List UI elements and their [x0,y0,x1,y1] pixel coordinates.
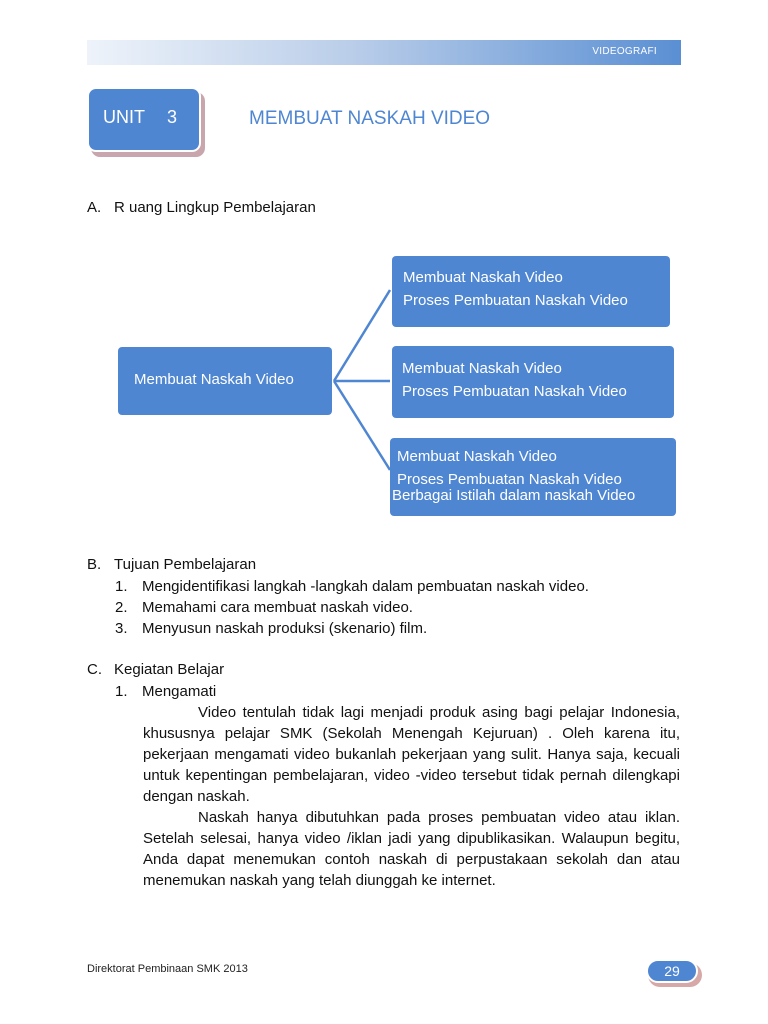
diagram-branch-line: Berbagai Istilah dalam naskah Video [392,487,636,504]
list-item-text: Mengidentifikasi langkah -langkah dalam pembuatan naskah video. [142,578,589,595]
unit-number: 3 [167,107,178,127]
diagram-root-box [118,347,332,415]
section-a-title: R uang Lingkup Pembelajaran [114,199,316,216]
list-item-text: Memahami cara membuat naskah video. [142,599,413,616]
subsection-number: 1. [115,683,128,700]
diagram-branch-line: Proses Pembuatan Naskah Video [402,383,627,400]
diagram-branch-line: Membuat Naskah Video [397,448,557,465]
page-number: 29 [646,959,698,983]
list-item-text: Menyusun naskah produksi (skenario) film. [142,620,428,637]
list-item [115,576,589,597]
unit-title: MEMBUAT NASKAH VIDEO [249,108,491,129]
diagram-branch-line: Proses Pembuatan Naskah Video [403,292,628,309]
connector-bottom [334,381,390,470]
section-b-list [115,576,589,639]
list-item [115,597,589,618]
subsection-title: Mengamati [142,683,217,700]
diagram-root-label: Membuat Naskah Video [134,371,294,388]
paragraph: Naskah hanya dibutuhkan pada proses pembuatan video atau iklan. Setelah selesai, hanya video /iklan jadi yang dipublikasikan. Walaupun begitu, Anda dapat menemukan contoh naskah di perpustakaan sekolah dan atau menemukan naskah yang telah diunggah ke internet. [143,809,680,889]
diagram-branch-line: Proses Pembuatan Naskah Video [397,471,622,488]
list-item-number: 3. [115,620,128,637]
paragraph: Video tentulah tidak lagi menjadi produk asing bagi pelajar Indonesia, khususnya pelajar SMK (Sekolah Menengah Kejuruan) . Oleh karena itu, pekerjaan mengamati video bukanlah pekerjaan yang sulit. Hanya saja, kecuali untuk kepentingan pembelajaran, video -video tersebut tidak pernah dilengkapi dengan naskah. [143,704,680,805]
diagram-branch-box [392,256,670,327]
unit-label: UNIT [103,107,145,127]
list-item [115,618,589,639]
section-b-letter: B. [87,556,102,573]
header-label: VIDEOGRAFI [592,46,657,57]
list-item-number: 2. [115,599,128,616]
section-a-letter: A. [87,199,102,216]
section-b-heading [87,556,256,573]
list-item-number: 1. [115,578,128,595]
footer-text: Direktorat Pembinaan SMK 2013 [87,963,248,975]
body-text [143,702,680,891]
section-b-title: Tujuan Pembelajaran [114,556,257,573]
section-c-subheading [115,681,216,702]
connector-top [334,290,390,381]
section-c-heading [87,661,224,678]
section-c-title: Kegiatan Belajar [114,661,225,678]
section-c-letter: C. [87,661,102,678]
diagram-branch-line: Membuat Naskah Video [402,360,562,377]
diagram-branch-box [390,438,676,516]
diagram-branch-box [392,346,674,418]
diagram-branch-line: Membuat Naskah Video [403,269,563,286]
